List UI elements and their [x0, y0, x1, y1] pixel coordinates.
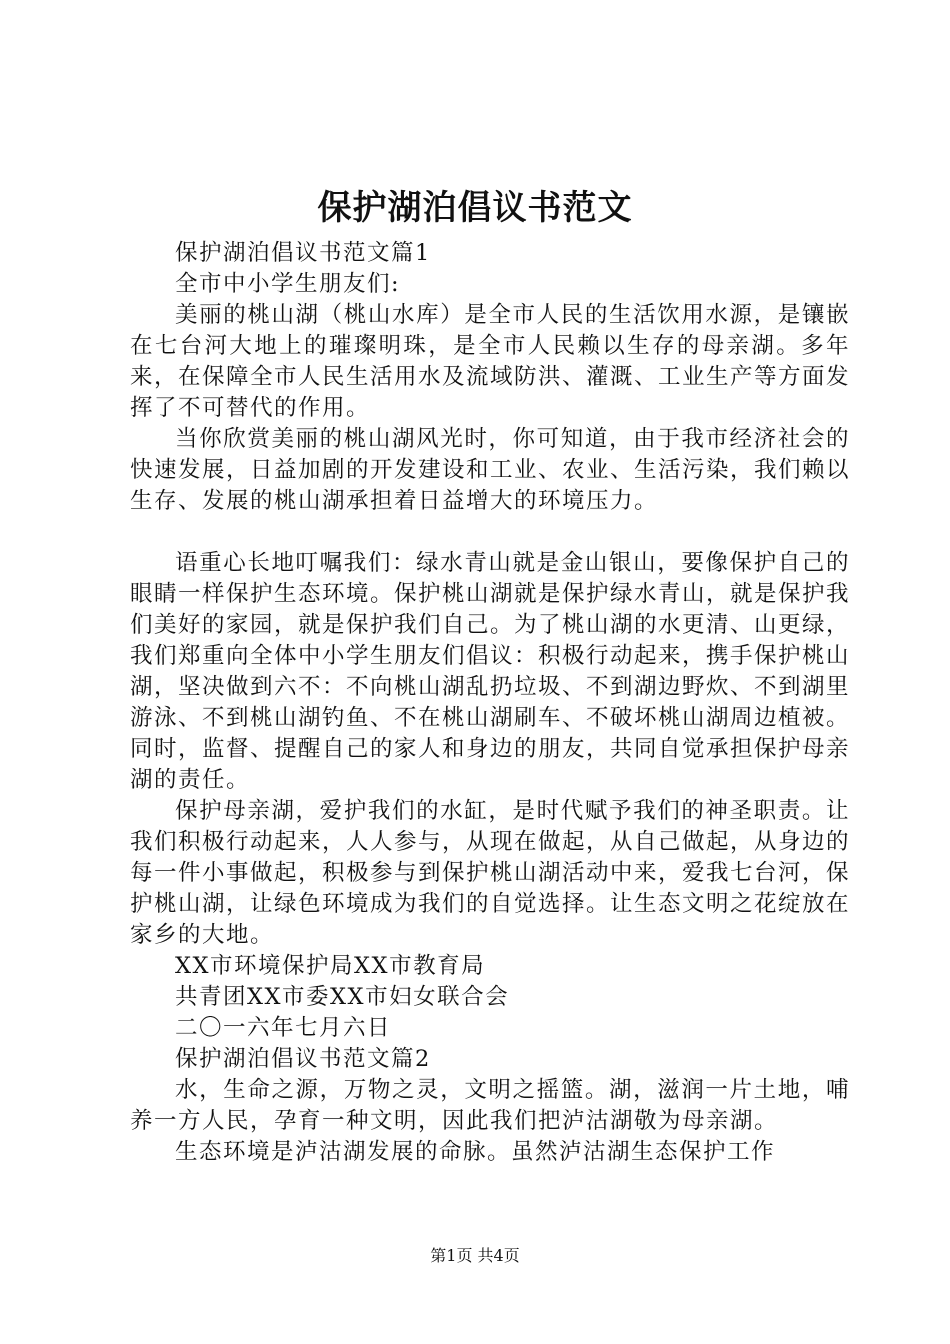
section-heading: 保护湖泊倡议书范文篇1 [175, 240, 431, 266]
date-line: 二〇一六年七月六日 [175, 1015, 392, 1041]
document-body [130, 238, 850, 1168]
signature-line: 共青团XX市委XX市妇女联合会 [175, 984, 510, 1010]
paragraph: 当你欣赏美丽的桃山湖风光时，你可知道，由于我市经济社会的快速发展，日益加剧的开发建设和工业、农业、生活污染，我们赖以生存、发展的桃山湖承担着日益增大的环境压力。 [130, 426, 851, 514]
salutation: 全市中小学生朋友们: [175, 271, 401, 297]
document-title: 保护湖泊倡议书范文 [317, 188, 633, 228]
signature-line: XX市环境保护局XX市教育局 [175, 953, 486, 979]
paragraph: 语重心长地叮嘱我们：绿水青山就是金山银山，要像保护自己的眼睛一样保护生态环境。保护桃山湖就是保护绿水青山，就是保护我们美好的家园，就是保护我们自己。为了桃山湖的水更清、山更绿，我们郑重向全体中小学生朋友们倡议：积极行动起来，携手保护桃山湖，坚决做到六不：不向桃山湖乱扔垃圾、不到湖边野炊、不到湖里游泳、不到桃山湖钓鱼、不在桃山湖刷车、不破坏桃山湖周边植被。同时，监督、提醒自己的家人和身边的朋友，共同自觉承担保护母亲湖的责任。 [130, 550, 851, 793]
paragraph: 美丽的桃山湖（桃山水库）是全市人民的生活饮用水源，是镶嵌在七台河大地上的璀璨明珠，是全市人民赖以生存的母亲湖。多年来，在保障全市人民生活用水及流域防洪、灌溉、工业生产等方面发挥了不可替代的作用。 [130, 302, 851, 421]
paragraph: 生态环境是泸沽湖发展的命脉。虽然泸沽湖生态保护工作 [175, 1139, 776, 1165]
paragraph: 保护母亲湖，爱护我们的水缸，是时代赋予我们的神圣职责。让我们积极行动起来，人人参与，从现在做起，从自己做起，从身边的每一件小事做起，积极参与到保护桃山湖活动中来，爱我七台河，保护桃山湖，让绿色环境成为我们的自觉选择。让生态文明之花绽放在家乡的大地。 [130, 798, 851, 948]
page-footer: 第1页 共4页 [430, 1246, 520, 1265]
section-heading: 保护湖泊倡议书范文篇2 [175, 1046, 431, 1072]
paragraph: 水，生命之源，万物之灵，文明之摇篮。湖，滋润一片土地，哺养一方人民，孕育一种文明，因此我们把泸沽湖敬为母亲湖。 [130, 1077, 850, 1134]
